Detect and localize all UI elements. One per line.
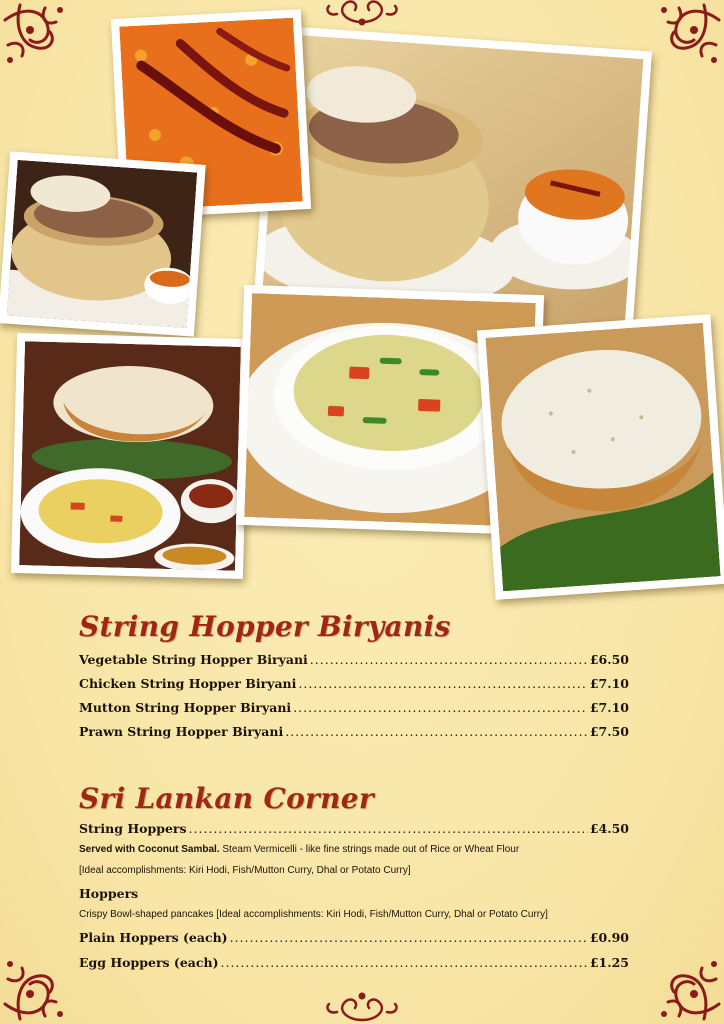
ornament-bottom-center-icon <box>317 990 407 1024</box>
section-title-sri-lankan-corner: Sri Lankan Corner <box>79 782 374 815</box>
menu-item <box>79 955 629 975</box>
menu-item-price: £1.25 <box>589 955 629 970</box>
dot-leader <box>221 955 588 970</box>
item-description: [Ideal accomplishments: Kiri Hodi, Fish/Mutton Curry, Dhal or Potato Curry] <box>79 865 411 876</box>
menu-item-price: £4.50 <box>589 821 629 836</box>
hoppers-and-curry-photo <box>11 333 249 579</box>
item-description: Crispy Bowl-shaped pancakes [Ideal accomplishments: Kiri Hodi, Fish/Mutton Curry, Dhal or Potato Curry] <box>79 909 548 920</box>
dot-leader <box>285 724 588 739</box>
dot-leader <box>310 652 588 667</box>
item-description <box>79 844 639 855</box>
menu-item-name: Egg Hoppers (each) <box>79 955 219 970</box>
dot-leader <box>230 930 588 945</box>
dot-leader <box>189 821 588 836</box>
ornament-bottom-left-icon <box>0 934 90 1024</box>
description-highlight: Served with Coconut Sambal. <box>79 844 220 855</box>
menu-item <box>79 930 629 950</box>
menu-item-name: String Hoppers <box>79 821 187 836</box>
menu-item <box>79 652 629 672</box>
menu-item <box>79 724 629 744</box>
menu-item-name: Chicken String Hopper Biryani <box>79 676 297 691</box>
menu-item-price: £7.50 <box>589 724 629 739</box>
menu-item-name: Prawn String Hopper Biryani <box>79 724 284 739</box>
string-hoppers-basket-photo <box>0 151 206 336</box>
description-text: Steam Vermicelli - like fine strings made out of Rice or Wheat Flour <box>219 844 520 855</box>
section-title-string-hopper-biryanis: String Hopper Biryanis <box>79 610 451 643</box>
menu-item-name: Vegetable String Hopper Biryani <box>79 652 308 667</box>
dot-leader <box>298 676 587 691</box>
ornament-top-left-icon <box>0 0 90 90</box>
menu-item-price: £0.90 <box>589 930 629 945</box>
menu-item <box>79 700 629 720</box>
ornament-bottom-right-icon <box>634 934 724 1024</box>
ornament-top-center-icon <box>317 0 407 32</box>
menu-item-price: £6.50 <box>589 652 629 667</box>
menu-item-name: Plain Hoppers (each) <box>79 930 228 945</box>
menu-item <box>79 821 629 841</box>
menu-item-price: £7.10 <box>589 676 629 691</box>
menu-item-name: Mutton String Hopper Biryani <box>79 700 292 715</box>
hopper-on-leaf-photo <box>477 314 724 600</box>
subheading-hoppers: Hoppers <box>79 886 139 901</box>
menu-item-price: £7.10 <box>589 700 629 715</box>
dot-leader <box>293 700 588 715</box>
menu-item <box>79 676 629 696</box>
